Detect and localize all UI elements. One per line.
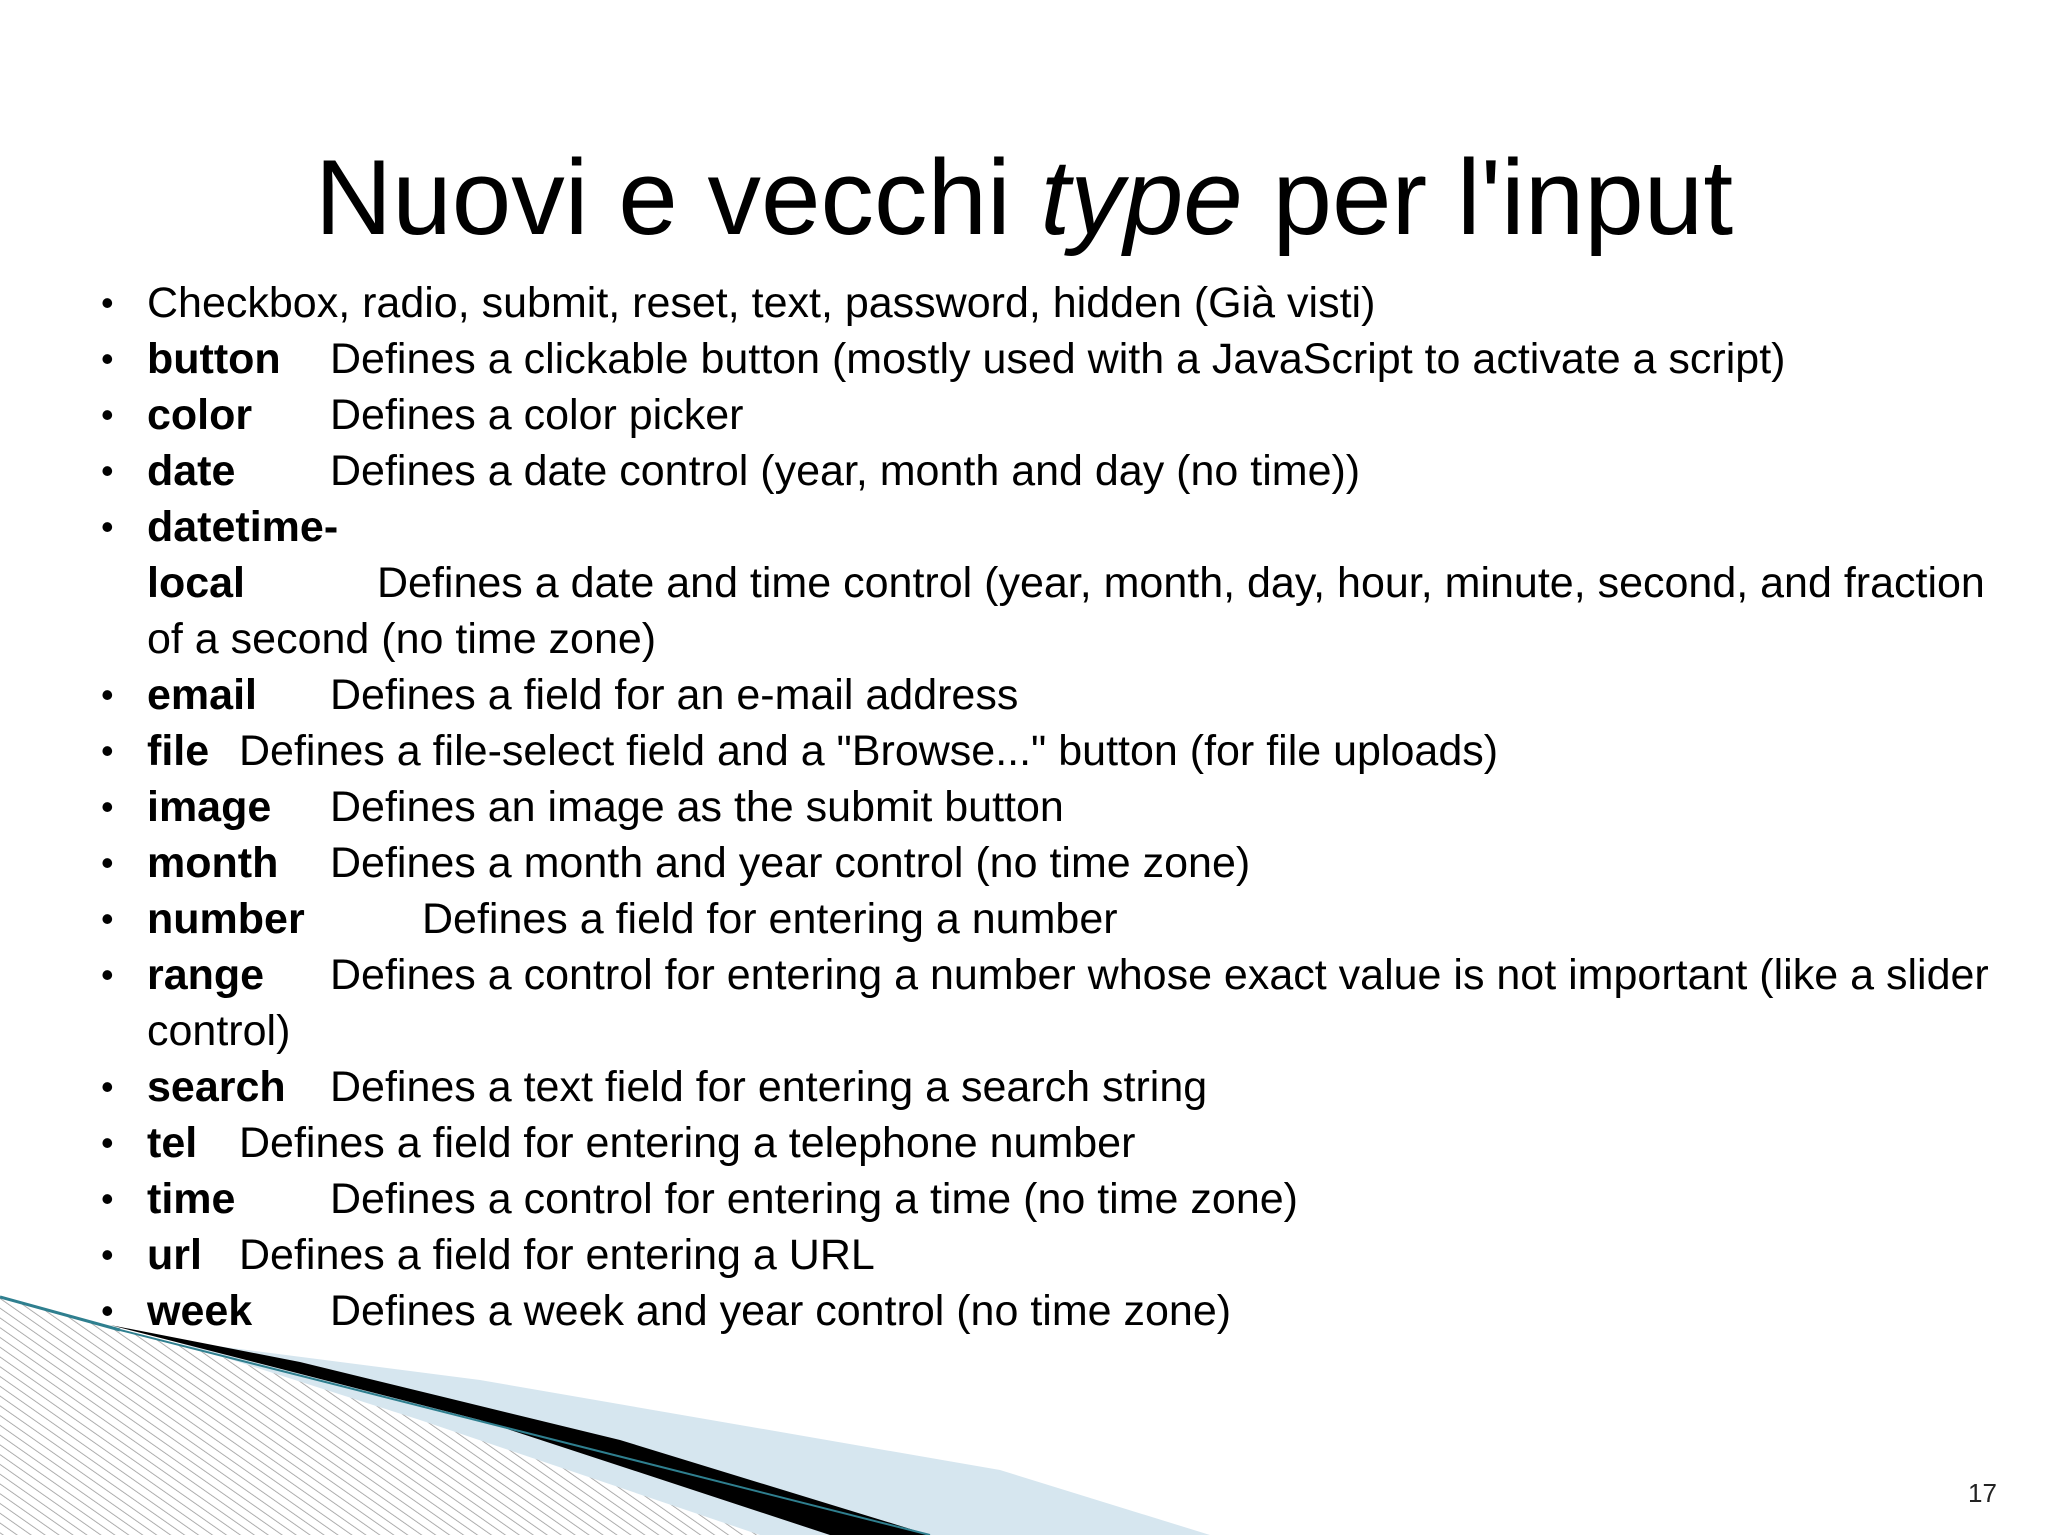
bullet-text: Defines a file-select field and a "Browse..." button (for file uploads) xyxy=(239,727,1499,775)
bullet-icon: • xyxy=(101,1234,114,1275)
bullet-keyword: number xyxy=(147,895,305,943)
title-before: Nuovi e vecchi xyxy=(314,137,1041,257)
bullet-keyword: time xyxy=(147,1175,236,1223)
bullet-text: Defines a month and year control (no time zone) xyxy=(330,839,1251,887)
list-item xyxy=(100,499,2030,667)
list-item xyxy=(100,331,2030,387)
bullet-icon: • xyxy=(101,842,114,883)
title-after: per l'input xyxy=(1242,137,1734,257)
bullet-list xyxy=(100,275,2030,1339)
bullet-text: Defines a date control (year, month and day (no time)) xyxy=(330,447,1361,495)
bullet-text: Defines a text field for entering a search string xyxy=(330,1063,1208,1111)
bullet-keyword: date xyxy=(147,447,236,495)
bullet-text: Defines a field for entering a number xyxy=(422,895,1118,943)
list-item xyxy=(100,779,2030,835)
bullet-icon: • xyxy=(101,506,114,547)
bullet-icon: • xyxy=(101,954,114,995)
bullet-icon: • xyxy=(101,674,114,715)
bullet-text: Checkbox, radio, submit, reset, text, password, hidden (Già visti) xyxy=(147,279,1376,327)
bullet-keyword: month xyxy=(147,839,279,887)
bullet-keyword: search xyxy=(147,1063,286,1111)
bullet-text: Defines a field for an e-mail address xyxy=(330,671,1019,719)
bullet-text: Defines a color picker xyxy=(330,391,744,439)
list-item xyxy=(100,723,2030,779)
bullet-text: Defines a control for entering a number whose exact value is not important (like a slider control) xyxy=(147,951,1989,1055)
bullet-keyword: url xyxy=(147,1231,202,1279)
list-item xyxy=(100,275,2030,331)
bullet-keyword: file xyxy=(147,727,210,775)
list-item xyxy=(100,1227,2030,1283)
list-item xyxy=(100,443,2030,499)
bullet-icon: • xyxy=(101,282,114,323)
bullet-keyword: color xyxy=(147,391,253,439)
list-item xyxy=(100,667,2030,723)
list-item xyxy=(100,387,2030,443)
list-item xyxy=(100,835,2030,891)
bullet-icon: • xyxy=(101,450,114,491)
bullet-icon: • xyxy=(101,1066,114,1107)
bullet-icon: • xyxy=(101,338,114,379)
bullet-icon: • xyxy=(101,1122,114,1163)
list-item xyxy=(100,1283,2030,1339)
bullet-icon: • xyxy=(101,730,114,771)
bullet-keyword: button xyxy=(147,335,281,383)
bullet-text: Defines a date and time control (year, month, day, hour, minute, second, and fraction of a second (no time zone) xyxy=(147,559,1985,663)
slide-title xyxy=(0,132,2048,262)
list-item xyxy=(100,947,2030,1059)
bullet-text: Defines an image as the submit button xyxy=(330,783,1064,831)
bullet-keyword: range xyxy=(147,951,265,999)
bullet-keyword: email xyxy=(147,671,257,719)
title-emphasis: type xyxy=(1040,137,1243,257)
bullet-keyword: tel xyxy=(147,1119,198,1167)
list-item xyxy=(100,1115,2030,1171)
bullet-keyword: week xyxy=(147,1287,253,1335)
bullet-text: Defines a control for entering a time (no time zone) xyxy=(330,1175,1298,1223)
list-item xyxy=(100,1059,2030,1115)
slide-number: 17 xyxy=(1968,1478,1997,1508)
bullet-text: Defines a field for entering a URL xyxy=(239,1231,875,1279)
bullet-text: Defines a week and year control (no time zone) xyxy=(330,1287,1232,1335)
list-item xyxy=(100,1171,2030,1227)
bullet-icon: • xyxy=(101,1178,114,1219)
bullet-keyword: image xyxy=(147,783,272,831)
bullet-icon: • xyxy=(101,786,114,827)
bullet-text: Defines a field for entering a telephone number xyxy=(239,1119,1136,1167)
bullet-icon: • xyxy=(101,1290,114,1331)
bullet-icon: • xyxy=(101,394,114,435)
bullet-keyword: datetime-local xyxy=(147,503,339,607)
list-item xyxy=(100,891,2030,947)
bullet-text: Defines a clickable button (mostly used with a JavaScript to activate a script) xyxy=(330,335,1786,383)
bullet-icon: • xyxy=(101,898,114,939)
